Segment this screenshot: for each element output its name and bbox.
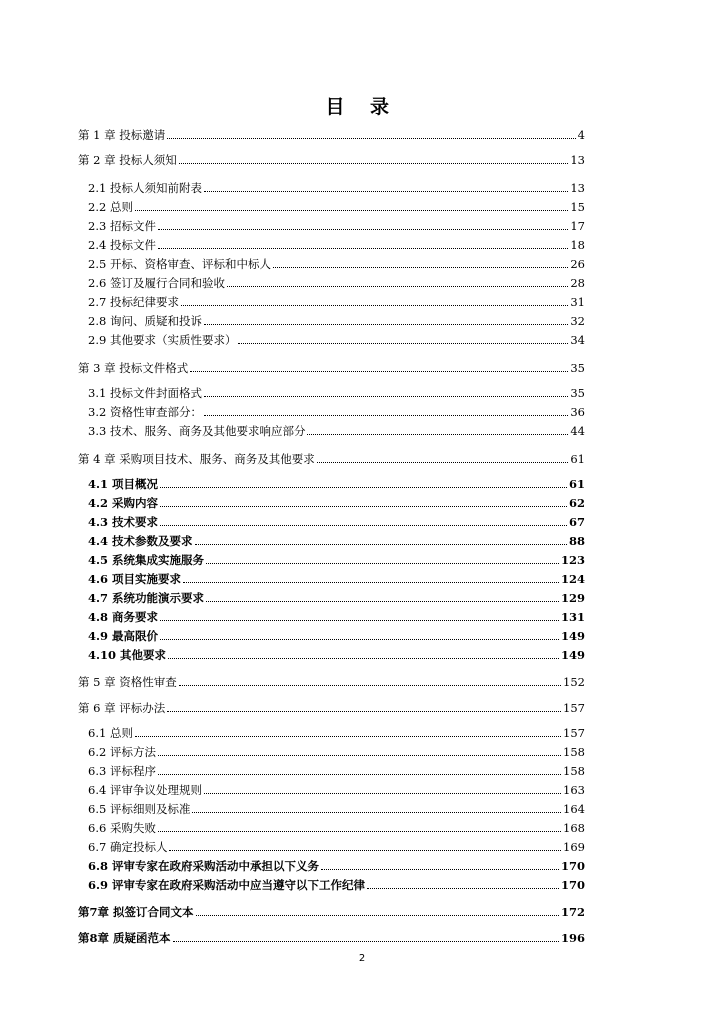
toc-entry-page: 158 [563, 745, 585, 759]
toc-entry-page: 35 [570, 386, 585, 400]
page-title: 目 录 [325, 96, 399, 118]
toc-leader-dots [160, 487, 567, 488]
toc-section-entry[interactable] [88, 801, 585, 817]
toc-section-entry[interactable] [88, 571, 585, 587]
toc-leader-dots [206, 601, 559, 602]
toc-leader-dots [204, 793, 561, 794]
toc-entry-page: 131 [560, 610, 585, 624]
toc-entry-label: 6.3 评标程序 [88, 764, 156, 778]
page-number: 2 [358, 953, 366, 964]
toc-section-entry[interactable] [88, 423, 585, 439]
toc-section-entry[interactable] [88, 877, 585, 893]
toc-entry-label: 4.2 采购内容 [88, 496, 159, 510]
toc-entry-page: 88 [568, 534, 585, 548]
toc-section-entry[interactable] [88, 590, 585, 606]
toc-entry-label: 2.7 投标纪律要求 [88, 295, 179, 309]
toc-entry-page: 15 [570, 200, 585, 214]
toc-section-entry[interactable] [88, 763, 585, 779]
toc-section-entry[interactable] [88, 218, 585, 234]
toc-entry-page: 123 [560, 553, 585, 567]
toc-leader-dots [204, 324, 568, 325]
toc-entry-label: 4.9 最高限价 [88, 629, 159, 643]
toc-leader-dots [169, 850, 561, 851]
toc-leader-dots [167, 138, 575, 139]
toc-leader-dots [135, 210, 568, 211]
toc-section-entry[interactable] [88, 744, 585, 760]
toc-entry-label: 第7章 拟签订合同文本 [78, 905, 194, 919]
toc-entry-label: 4.1 项目概况 [88, 477, 159, 491]
toc-entry-page: 152 [563, 675, 585, 689]
toc-entry-label: 3.1 投标文件封面格式 [88, 386, 202, 400]
toc-leader-dots [135, 736, 561, 737]
toc-entry-page: 36 [570, 405, 585, 419]
toc-entry-label: 4.5 系统集成实施服务 [88, 553, 205, 567]
toc-section-entry[interactable] [88, 533, 585, 549]
toc-section-entry[interactable] [88, 199, 585, 215]
toc-leader-dots [158, 229, 568, 230]
toc-section-entry[interactable] [88, 385, 585, 401]
toc-entry-page: 170 [560, 859, 585, 873]
toc-leader-dots [158, 831, 561, 832]
toc-entry-label: 6.4 评审争议处理规则 [88, 783, 202, 797]
toc-leader-dots [367, 888, 559, 889]
toc-entry-page: 124 [560, 572, 585, 586]
toc-entry-label: 第 3 章 投标文件格式 [78, 361, 189, 375]
toc-entry-label: 4.6 项目实施要求 [88, 572, 182, 586]
toc-entry-page: 67 [568, 515, 585, 529]
toc-entry-page: 61 [570, 452, 585, 466]
toc-entry-page: 163 [563, 783, 585, 797]
toc-entry-page: 34 [570, 333, 585, 347]
toc-section-entry[interactable] [88, 256, 585, 272]
toc-leader-dots [173, 941, 559, 942]
toc-section-entry[interactable] [88, 552, 585, 568]
toc-section-entry[interactable] [88, 628, 585, 644]
toc-leader-dots [160, 639, 559, 640]
toc-leader-dots [204, 396, 568, 397]
toc-entry-page: 31 [570, 295, 585, 309]
toc-section-entry[interactable] [88, 514, 585, 530]
toc-entry-page: 129 [560, 591, 585, 605]
toc-leader-dots [196, 915, 559, 916]
toc-chapter-entry[interactable] [78, 127, 585, 143]
toc-leader-dots [181, 305, 568, 306]
toc-chapter-entry[interactable] [78, 152, 585, 168]
toc-entry-label: 6.2 评标方法 [88, 745, 156, 759]
toc-leader-dots [167, 711, 561, 712]
toc-entry-page: 4 [577, 128, 585, 142]
toc-leader-dots [204, 415, 568, 416]
toc-entry-page: 169 [563, 840, 585, 854]
toc-section-entry[interactable] [88, 476, 585, 492]
toc-entry-page: 13 [570, 181, 585, 195]
toc-leader-dots [190, 371, 568, 372]
toc-entry-page: 28 [570, 276, 585, 290]
toc-entry-page: 157 [563, 726, 585, 740]
toc-entry-label: 2.1 投标人须知前附表 [88, 181, 202, 195]
toc-section-entry[interactable] [88, 647, 585, 663]
toc-entry-label: 2.3 招标文件 [88, 219, 156, 233]
toc-section-entry[interactable] [88, 725, 585, 741]
toc-entry-label: 第8章 质疑函范本 [78, 931, 171, 945]
toc-entry-page: 35 [570, 361, 585, 375]
toc-entry-page: 32 [570, 314, 585, 328]
toc-entry-page: 149 [560, 648, 585, 662]
toc-entry-label: 2.5 开标、资格审查、评标和中标人 [88, 257, 271, 271]
toc-entry-label: 4.4 技术参数及要求 [88, 534, 193, 548]
toc-entry-page: 157 [563, 701, 585, 715]
toc-entry-label: 第 6 章 评标办法 [78, 701, 166, 715]
toc-entry-label: 第 4 章 采购项目技术、服务、商务及其他要求 [78, 452, 315, 466]
toc-entry-label: 6.1 总则 [88, 726, 133, 740]
toc-section-entry[interactable] [88, 237, 585, 253]
toc-section-entry[interactable] [88, 294, 585, 310]
toc-entry-page: 196 [560, 931, 585, 945]
toc-section-entry[interactable] [88, 820, 585, 836]
toc-entry-label: 2.9 其他要求（实质性要求） [88, 333, 237, 347]
toc-entry-label: 6.5 评标细则及标准 [88, 802, 191, 816]
toc-entry-label: 4.8 商务要求 [88, 610, 159, 624]
toc-leader-dots [183, 582, 559, 583]
toc-entry-page: 17 [570, 219, 585, 233]
toc-entry-label: 4.10 其他要求 [88, 648, 167, 662]
toc-entry-label: 3.3 技术、服务、商务及其他要求响应部分 [88, 424, 306, 438]
toc-entry-label: 2.4 投标文件 [88, 238, 156, 252]
toc-entry-label: 4.3 技术要求 [88, 515, 159, 529]
toc-entry-page: 13 [570, 153, 585, 167]
toc-entry-page: 168 [563, 821, 585, 835]
toc-leader-dots [238, 343, 568, 344]
toc-section-entry[interactable] [88, 609, 585, 625]
toc-entry-label: 6.6 采购失败 [88, 821, 156, 835]
toc-entry-label: 6.8 评审专家在政府采购活动中承担以下义务 [88, 859, 320, 873]
toc-leader-dots [317, 462, 569, 463]
toc-chapter-entry[interactable] [78, 360, 585, 376]
toc-leader-dots [192, 812, 561, 813]
toc-entry-page: 61 [568, 477, 585, 491]
toc-leader-dots [204, 191, 568, 192]
toc-chapter-entry[interactable] [78, 904, 585, 920]
toc-leader-dots [321, 869, 559, 870]
toc-section-entry[interactable] [88, 839, 585, 855]
toc-leader-dots [160, 525, 567, 526]
toc-section-entry[interactable] [88, 404, 585, 420]
toc-leader-dots [195, 544, 567, 545]
toc-entry-page: 158 [563, 764, 585, 778]
toc-chapter-entry[interactable] [78, 451, 585, 467]
toc-leader-dots [227, 286, 568, 287]
toc-leader-dots [307, 434, 568, 435]
toc-leader-dots [160, 506, 567, 507]
toc-chapter-entry[interactable] [78, 930, 585, 946]
toc-section-entry[interactable] [88, 782, 585, 798]
toc-section-entry[interactable] [88, 275, 585, 291]
toc-section-entry[interactable] [88, 858, 585, 874]
toc-leader-dots [158, 248, 568, 249]
toc-entry-page: 44 [570, 424, 585, 438]
toc-entry-page: 172 [560, 905, 585, 919]
toc-leader-dots [273, 267, 568, 268]
toc-leader-dots [206, 563, 559, 564]
toc-entry-page: 149 [560, 629, 585, 643]
toc-entry-label: 6.9 评审专家在政府采购活动中应当遵守以下工作纪律 [88, 878, 366, 892]
toc-entry-label: 第 2 章 投标人须知 [78, 153, 177, 167]
toc-leader-dots [160, 620, 559, 621]
toc-entry-page: 26 [570, 257, 585, 271]
toc-leader-dots [179, 685, 561, 686]
toc-entry-page: 62 [568, 496, 585, 510]
toc-leader-dots [179, 163, 569, 164]
toc-entry-label: 6.7 确定投标人 [88, 840, 168, 854]
toc-chapter-entry[interactable] [78, 700, 585, 716]
toc-section-entry[interactable] [88, 313, 585, 329]
toc-entry-label: 2.6 签订及履行合同和验收 [88, 276, 225, 290]
toc-entry-label: 2.8 询问、质疑和投诉 [88, 314, 202, 328]
toc-section-entry[interactable] [88, 495, 585, 511]
toc-leader-dots [158, 774, 561, 775]
toc-chapter-entry[interactable] [78, 674, 585, 690]
toc-entry-page: 18 [570, 238, 585, 252]
toc-entry-label: 第 5 章 资格性审查 [78, 675, 177, 689]
toc-entry-page: 170 [560, 878, 585, 892]
toc-leader-dots [158, 755, 561, 756]
toc-leader-dots [168, 658, 559, 659]
toc-section-entry[interactable] [88, 180, 585, 196]
toc-entry-page: 164 [563, 802, 585, 816]
toc-entry-label: 3.2 资格性审查部分： [88, 405, 202, 419]
toc-section-entry[interactable] [88, 332, 585, 348]
toc-entry-label: 2.2 总则 [88, 200, 133, 214]
toc-entry-label: 第 1 章 投标邀请 [78, 128, 166, 142]
toc-entry-label: 4.7 系统功能演示要求 [88, 591, 205, 605]
